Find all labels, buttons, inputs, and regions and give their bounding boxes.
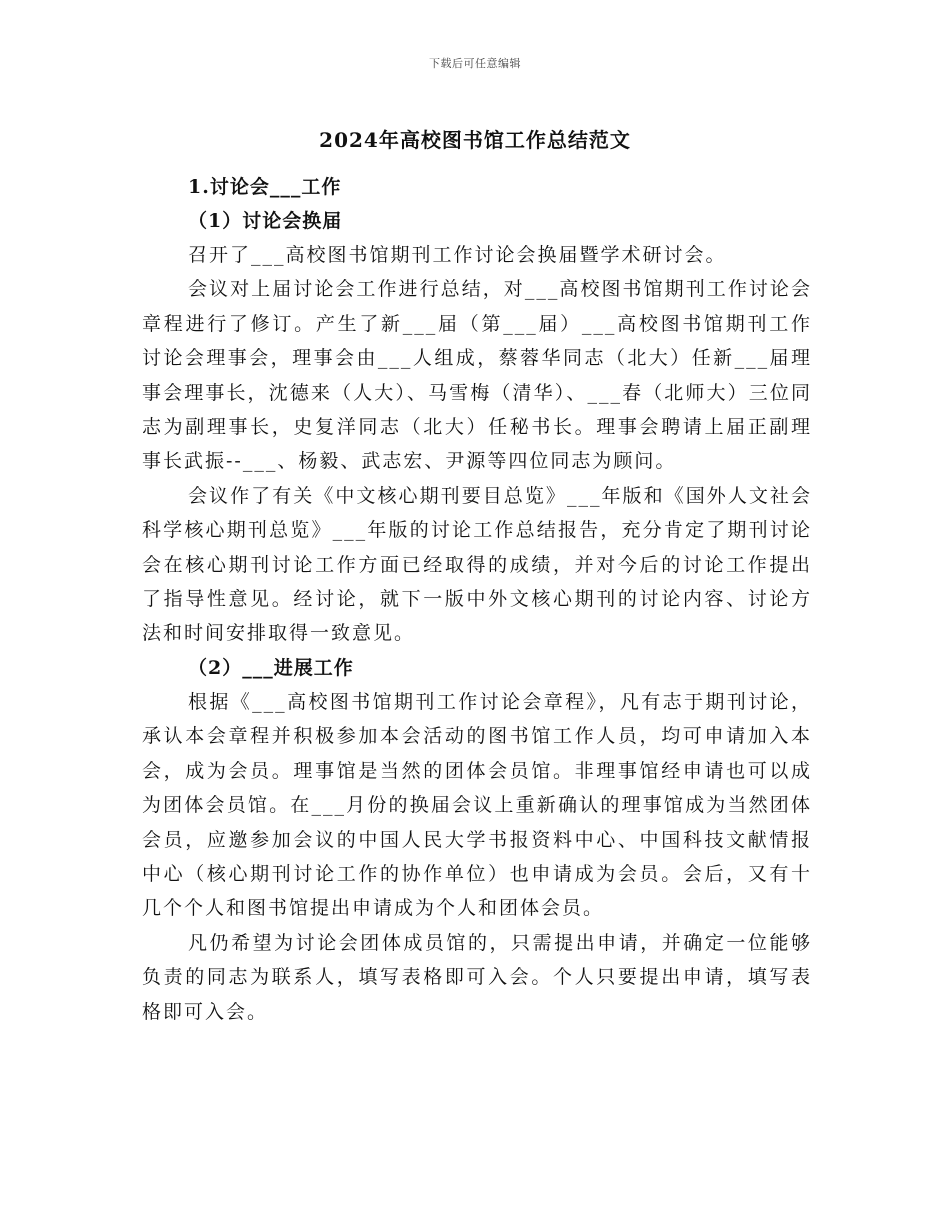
paragraph: 凡仍希望为讨论会团体成员馆的，只需提出申请，并确定一位能够负责的同志为联系人，填写表格即可入会。个人只要提出申请，填写表格即可入会。 <box>142 931 812 1023</box>
paragraph: 会议作了有关《中文核心期刊要目总览》___年版和《国外人文社会科学核心期刊总览》___年版的讨论工作总结报告，充分肯定了期刊讨论会在核心期刊讨论工作方面已经取得的成绩，并对今后的讨论工作提出了指导性意见。经讨论，就下一版中外文核心期刊的讨论内容、讨论方法和时间安排取得一致意见。 <box>142 484 812 645</box>
subsection-heading-2: （2）___进展工作 <box>188 656 354 679</box>
paragraph: 会议对上届讨论会工作进行总结，对___高校图书馆期刊工作讨论会章程进行了修订。产生了新___届（第___届）___高校图书馆期刊工作讨论会理事会，理事会由___人组成，蔡蓉华同志（北大）任新___届理事会理事长，沈德来（人大）、马雪梅（清华）、___春（北师大）三位同志为副理事长，史复洋同志（北大）任秘书长。理事会聘请上届正副理事长武振--___、杨毅、武志宏、尹源等四位同志为顾问。 <box>142 278 812 473</box>
document-title: 2024年高校图书馆工作总结范文 <box>319 128 631 152</box>
section-heading: 1.讨论会___工作 <box>188 176 342 198</box>
header-note: 下载后可任意编辑 <box>429 57 521 70</box>
document-body <box>142 170 812 1029</box>
paragraph: 召开了___高校图书馆期刊工作讨论会换届暨学术研讨会。 <box>188 244 727 266</box>
paragraph: 根据《___高校图书馆期刊工作讨论会章程》，凡有志于期刊讨论，承认本会章程并积极参加本会活动的图书馆工作人员，均可申请加入本会，成为会员。理事馆是当然的团体会员馆。非理事馆经申请也可以成为团体会员馆。在___月份的换届会议上重新确认的理事馆成为当然团体会员，应邀参加会议的中国人民大学书报资料中心、中国科技文献情报中心（核心期刊讨论工作的协作单位）也申请成为会员。会后，又有十几个个人和图书馆提出申请成为个人和团体会员。 <box>142 690 812 920</box>
subsection-heading-1: （1）讨论会换届 <box>188 210 343 232</box>
